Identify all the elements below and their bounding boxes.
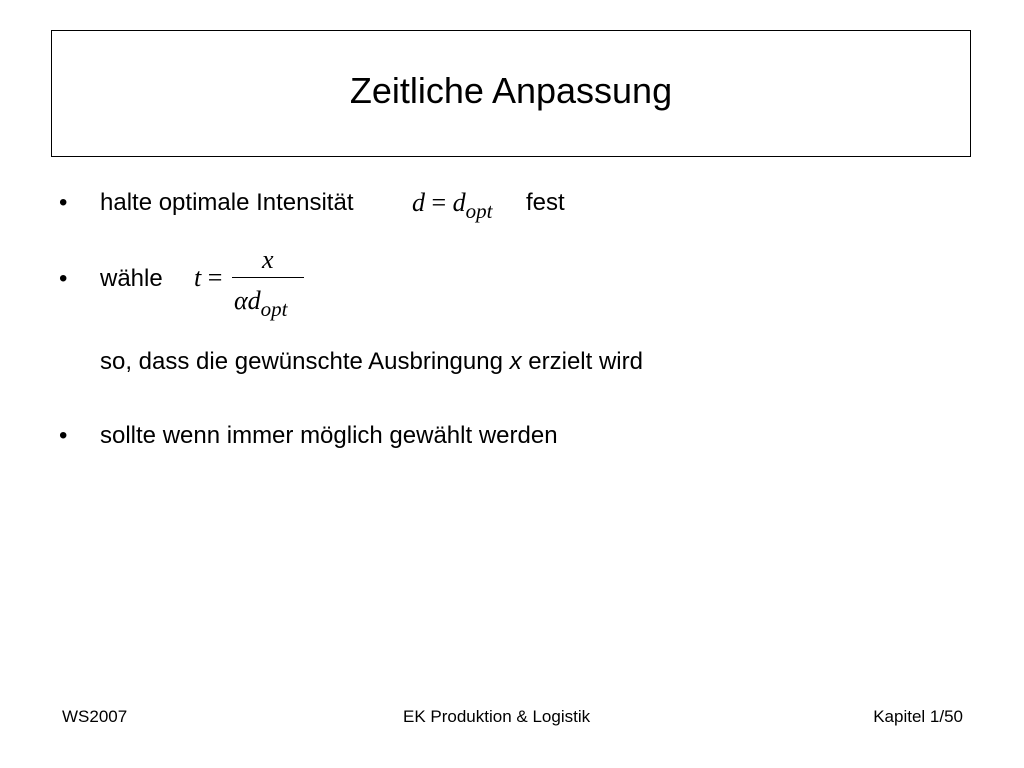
bullet-marker-1: •	[59, 189, 68, 216]
bullet-2-text: wähle	[100, 265, 163, 292]
bullet-2-continuation	[100, 350, 643, 374]
footer-left: WS2007	[62, 707, 128, 726]
formula-t-lhs	[194, 265, 222, 291]
bullet-3-text: sollte wenn immer möglich gewählt werden	[100, 422, 558, 449]
denominator-d: d	[247, 286, 261, 315]
denominator-alpha: α	[234, 286, 248, 315]
fraction-bar	[232, 277, 304, 278]
slide-title: Zeitliche Anpassung	[349, 69, 673, 111]
bullet-marker-2: •	[59, 265, 68, 292]
footer-right: Kapitel 1/50	[873, 707, 963, 726]
formula-t-equals-sign: =	[207, 263, 223, 292]
fraction-numerator	[262, 247, 274, 273]
bullet-marker-3: •	[59, 422, 68, 449]
formula-equals-sign: =	[431, 188, 447, 217]
formula-t-variable: t	[194, 263, 202, 292]
continuation-before: so, dass die gewünschte Ausbringung	[100, 348, 503, 375]
denominator-subscript-opt: opt	[260, 297, 288, 321]
numerator-x: x	[262, 245, 274, 274]
bullet-1-suffix: fest	[526, 189, 565, 216]
continuation-after: erzielt wird	[528, 348, 643, 375]
formula-d-equals-dopt	[412, 188, 493, 223]
fraction-denominator	[234, 286, 288, 321]
bullet-1-text: halte optimale Intensität	[100, 189, 354, 216]
formula-d-rhs: d	[452, 188, 466, 217]
continuation-variable-x: x	[509, 348, 522, 375]
formula-d-lhs: d	[412, 188, 425, 217]
title-box	[51, 30, 971, 157]
footer-center: EK Produktion & Logistik	[403, 707, 591, 726]
formula-subscript-opt: opt	[465, 199, 493, 223]
